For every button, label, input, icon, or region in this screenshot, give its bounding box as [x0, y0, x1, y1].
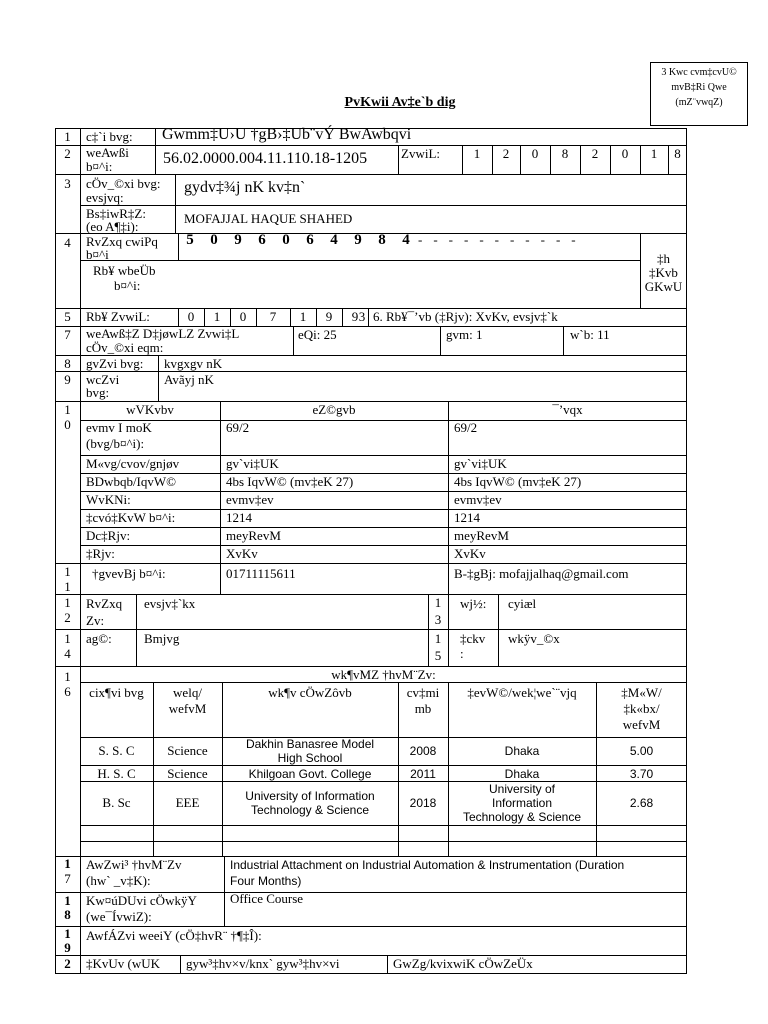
- edu-board-cell[interactable]: Dhaka: [504, 767, 540, 781]
- nid-digit: 6: [258, 232, 266, 248]
- present-village-value[interactable]: gv`vi‡UK: [226, 456, 279, 471]
- row11-number-b: 1: [64, 579, 71, 594]
- permanent-upazila-value[interactable]: meyRevM: [454, 528, 509, 543]
- computer-training-label-sub: (we¯ÍvwiZ):: [86, 909, 152, 924]
- permanent-address-header: ¯’vqx: [552, 402, 583, 417]
- circular-label-number: b¤^i:: [86, 159, 113, 174]
- row4-number: 4: [64, 235, 71, 250]
- age-days[interactable]: w`b: 11: [570, 327, 610, 342]
- corner-note-line3: (mZ¨vwqZ): [675, 97, 723, 108]
- email-field[interactable]: B-‡gBj: mofajjalhaq@gmail.com: [454, 566, 629, 581]
- address-line-label: ‡cvó‡KvW b¤^i:: [86, 510, 176, 525]
- row17-number-b: 7: [64, 871, 71, 886]
- present-postcode-value[interactable]: 1214: [226, 510, 252, 525]
- nationality-value[interactable]: evsjv‡`kx: [144, 596, 196, 611]
- row1-number: 1: [64, 129, 71, 144]
- nid-digits[interactable]: 5 0 9 6 0 6 4 9 8 4 -----------: [178, 233, 640, 247]
- applicant-name-bn-value[interactable]: gydv‡¾j nK kv‡n`: [184, 179, 306, 196]
- corner-note-line2: mvB‡Ri Qwe: [671, 82, 727, 93]
- permanent-union-value[interactable]: 4bs IqvW© (mv‡eK 27): [454, 474, 582, 489]
- row3-number: 3: [64, 176, 71, 191]
- edu-header-institution: wk¶v cÖwZôvb: [268, 685, 352, 700]
- edu-year-cell[interactable]: 2011: [410, 767, 436, 781]
- edu-institution-cell[interactable]: Khilgoan Govt. College: [248, 767, 372, 781]
- date-label: ZvwiL:: [401, 146, 440, 161]
- edu-header-result-sub: ‡k«bx/: [623, 701, 660, 716]
- extra-qualification-label: AwZwi³ †hvM¨Zv: [86, 857, 182, 872]
- row14-number-a: 1: [64, 631, 71, 646]
- edu-header-result-sub2: wefvM: [622, 717, 661, 732]
- form-title: PvKwii Av‡e`b dig: [344, 95, 456, 110]
- row20-number: 2: [64, 956, 71, 971]
- nid-digit: 5: [186, 232, 194, 248]
- row14-number-b: 4: [64, 646, 71, 661]
- age-months[interactable]: gvm: 1: [446, 327, 483, 342]
- edu-year-cell[interactable]: 2018: [409, 796, 437, 810]
- birth-reg-label: Rb¥ wbeÜb: [93, 263, 156, 278]
- address-line-label: M«vg/cvov/gnjøv: [86, 456, 180, 471]
- edu-group-cell[interactable]: Science: [167, 766, 208, 781]
- circular-number-value[interactable]: 56.02.0000.004.11.110.18-1205: [163, 150, 368, 167]
- edu-exam-cell[interactable]: S. S. C: [98, 743, 135, 758]
- address-line-label-sub: (bvg/b¤^i):: [86, 436, 145, 451]
- date-digit[interactable]: 0: [531, 146, 539, 161]
- corner-note-line1: 3 Kwc cvm‡cvU©: [661, 67, 737, 78]
- edu-board-cell-line2[interactable]: Information: [491, 796, 553, 810]
- row16-number-a: 1: [64, 669, 71, 684]
- either-one-note-c: GKwU: [644, 279, 683, 294]
- nid-label-sub: b¤^i: [86, 247, 109, 262]
- either-one-note-a: ‡h: [657, 251, 670, 266]
- address-line-label: ‡Rjv:: [86, 546, 115, 561]
- dob-label: Rb¥ ZvwiL:: [86, 309, 150, 324]
- address-header: wVKvbv: [126, 402, 174, 417]
- nid-digit: 4: [402, 232, 410, 248]
- dob-digit[interactable]: 0: [187, 309, 195, 324]
- permanent-postcode-value[interactable]: 1214: [454, 510, 480, 525]
- edu-institution-cell[interactable]: University of Information: [245, 789, 375, 803]
- edu-header-result: ‡M«W/: [621, 685, 662, 700]
- nationality-label: RvZxq: [86, 596, 123, 611]
- religion-label: ag©:: [86, 631, 112, 646]
- permanent-postoffice-value[interactable]: evmv‡ev: [454, 492, 502, 507]
- edu-group-cell[interactable]: Science: [167, 743, 208, 758]
- permanent-village-value[interactable]: gv`vi‡UK: [454, 456, 507, 471]
- date-digit[interactable]: 8: [674, 146, 681, 161]
- religion-value[interactable]: Bmjvg: [144, 631, 180, 646]
- father-name-label-sub: bvg:: [86, 385, 110, 400]
- nid-digit: 4: [330, 232, 338, 248]
- edu-result-cell[interactable]: 5.00: [629, 744, 654, 758]
- extra-qualification-label-sub: (hw` _v‡K):: [86, 873, 151, 888]
- date-digit[interactable]: 0: [621, 146, 629, 161]
- row16-number-b: 6: [64, 684, 71, 699]
- edu-institution-cell[interactable]: Dakhin Banasree Model: [245, 737, 375, 751]
- row5-number: 5: [64, 309, 71, 324]
- applicant-name-en-value[interactable]: MOFAJJAL HAQUE SHAHED: [184, 211, 353, 226]
- row12-number-b: 2: [64, 610, 71, 625]
- row18-number-a: 1: [64, 893, 71, 908]
- occupation-value[interactable]: wkÿv_©x: [508, 631, 560, 646]
- quota-label: ‡KvUv (wUK: [86, 956, 161, 971]
- gender-label: wj½:: [460, 596, 487, 611]
- edu-header-group-sub: wefvM: [168, 701, 207, 716]
- nid-digit: 6: [306, 232, 314, 248]
- post-name-label: c‡`i bvg:: [86, 129, 133, 144]
- nid-digit: 9: [234, 232, 242, 248]
- application-form-table: [55, 128, 687, 974]
- row12-number-a: 1: [64, 595, 71, 610]
- edu-header-year-sub: mb: [414, 701, 432, 716]
- edu-group-cell[interactable]: EEE: [175, 795, 200, 810]
- dob-digit[interactable]: 0: [239, 309, 247, 324]
- age-label-sub: cÖv_©xi eqm:: [86, 340, 164, 355]
- edu-institution-cell-line2[interactable]: Technology & Science: [250, 803, 370, 817]
- permanent-house-value[interactable]: 69/2: [454, 420, 478, 435]
- present-district-value[interactable]: XvKv: [226, 546, 258, 561]
- date-digit[interactable]: 2: [502, 146, 510, 161]
- nid-digit: 0: [210, 232, 218, 248]
- computer-training-label: Kw¤úDUvi cÖwkÿY: [86, 893, 197, 908]
- dob-digit[interactable]: 1: [299, 309, 307, 324]
- present-postoffice-value[interactable]: evmv‡ev: [226, 492, 274, 507]
- edu-header-year: cv‡mi: [406, 685, 440, 700]
- applicant-name-bn-label-sub: evsjvq:: [86, 190, 124, 205]
- edu-board-cell[interactable]: Dhaka: [504, 744, 540, 758]
- date-digit[interactable]: 2: [591, 146, 599, 161]
- date-digit[interactable]: 1: [650, 146, 658, 161]
- present-upazila-value[interactable]: meyRevM: [226, 528, 281, 543]
- edu-exam-cell[interactable]: B. Sc: [102, 795, 131, 810]
- edu-institution-cell-line2[interactable]: High School: [277, 751, 343, 765]
- edu-header-board: ‡evW©/wek¦we`¨vjq: [467, 685, 577, 700]
- row17-number-a: 1: [64, 856, 71, 871]
- father-name-value[interactable]: Avãyj nK: [164, 372, 214, 387]
- dob-digit[interactable]: 1: [213, 309, 221, 324]
- nid-digit: 8: [378, 232, 386, 248]
- row18-number-b: 8: [64, 907, 71, 922]
- address-line-label: evmv I moK: [86, 420, 152, 435]
- address-line-label: WvKNi:: [86, 492, 131, 507]
- dob-digit[interactable]: 9: [325, 309, 333, 324]
- occupation-label: ‡ckv: [460, 631, 486, 646]
- row10-number-a: 1: [64, 402, 71, 417]
- row13-number-b: 3: [434, 612, 442, 627]
- nid-digit: 9: [354, 232, 362, 248]
- row7-number: 7: [64, 327, 71, 342]
- dob-digit[interactable]: 3: [358, 309, 366, 324]
- father-name-label: wcZvi: [86, 372, 120, 387]
- applicant-name-en-label: Bs‡iwR‡Z:: [86, 206, 146, 221]
- edu-year-cell[interactable]: 2008: [409, 744, 437, 758]
- education-heading: wk¶vMZ †hvM¨Zv:: [331, 667, 436, 682]
- row9-number: 9: [64, 372, 71, 387]
- quota-ethnic-disabled[interactable]: GwZg/kvixwiK cÖwZeÜx: [393, 956, 533, 971]
- row11-number-a: 1: [64, 564, 71, 579]
- edu-board-cell-line3[interactable]: Technology & Science: [462, 810, 582, 824]
- age-years[interactable]: eQi: 25: [298, 327, 337, 342]
- row10-number-b: 0: [64, 417, 71, 432]
- address-line-label: BDwbqb/IqvW©: [86, 474, 177, 489]
- dob-digit[interactable]: 7: [269, 309, 277, 324]
- edu-header-group: welq/: [173, 685, 202, 700]
- edu-result-cell[interactable]: 2.68: [629, 796, 654, 810]
- birthplace-field[interactable]: 6. Rb¥¯’vb (‡Rjv): XvKv, evsjv‡`k: [373, 309, 558, 324]
- present-address-header: eZ©gvb: [312, 402, 356, 417]
- row19-number-b: 9: [64, 940, 71, 955]
- edu-header-exam: cix¶vi bvg: [89, 685, 144, 700]
- mother-name-label: gvZvi bvg:: [86, 356, 144, 371]
- experience-label: AwfÁZvi weeiY (cÖ‡hvR¨ †¶‡Î):: [86, 928, 262, 943]
- edu-exam-cell[interactable]: H. S. C: [97, 766, 136, 781]
- dob-digit[interactable]: 9: [351, 309, 359, 324]
- computer-training-value[interactable]: Office Course: [230, 891, 304, 906]
- date-digit[interactable]: 8: [561, 146, 569, 161]
- permanent-district-value[interactable]: XvKv: [454, 546, 486, 561]
- mother-name-value[interactable]: kvgxgv nK: [164, 356, 223, 371]
- nid-label: RvZxq cwiPq: [86, 234, 158, 249]
- present-house-value[interactable]: 69/2: [226, 420, 250, 435]
- row13-number-a: 1: [434, 595, 442, 610]
- age-label: weAwß‡Z D‡jøwLZ Zvwi‡L: [86, 326, 240, 341]
- applicant-name-bn-label: cÖv_©xi bvg:: [86, 176, 161, 191]
- quota-freedom-fighter[interactable]: gyw³‡hv×v/knx` gyw³‡hv×vi: [186, 956, 340, 971]
- edu-result-cell[interactable]: 3.70: [629, 767, 654, 781]
- nid-digit: 0: [282, 232, 290, 248]
- row19-number-a: 1: [64, 926, 71, 941]
- row2-number: 2: [64, 146, 71, 161]
- present-union-value[interactable]: 4bs IqvW© (mv‡eK 27): [226, 474, 354, 489]
- date-digit[interactable]: 1: [473, 146, 481, 161]
- nationality-label-sub: Zv:: [86, 613, 105, 628]
- occupation-label-sub: :: [460, 646, 464, 661]
- row15-number-a: 1: [434, 631, 442, 646]
- birth-reg-label-sub: b¤^i:: [114, 278, 141, 293]
- post-name-value[interactable]: Gwmm‡U›U †gB›‡Ub¨vÝ BwAwbqvi: [162, 126, 412, 143]
- photo-placeholder-box: [650, 62, 748, 126]
- mobile-label: †gvevBj b¤^i:: [92, 566, 166, 581]
- mobile-value[interactable]: 01711115611: [226, 566, 296, 581]
- row8-number: 8: [64, 356, 71, 371]
- extra-qualification-value-line2[interactable]: Four Months): [230, 874, 302, 888]
- edu-board-cell[interactable]: University of: [488, 782, 556, 796]
- address-line-label: Dc‡Rjv:: [86, 528, 131, 543]
- circular-label: weAwßi: [86, 145, 129, 160]
- applicant-name-en-label-sub: (eo A¶‡i):: [86, 219, 139, 234]
- row15-number-b: 5: [434, 648, 442, 663]
- extra-qualification-value[interactable]: Industrial Attachment on Industrial Automation & Instrumentation (Duration: [230, 858, 625, 872]
- either-one-note-b: ‡Kvb: [649, 265, 678, 280]
- gender-value[interactable]: cyiæl: [508, 596, 537, 611]
